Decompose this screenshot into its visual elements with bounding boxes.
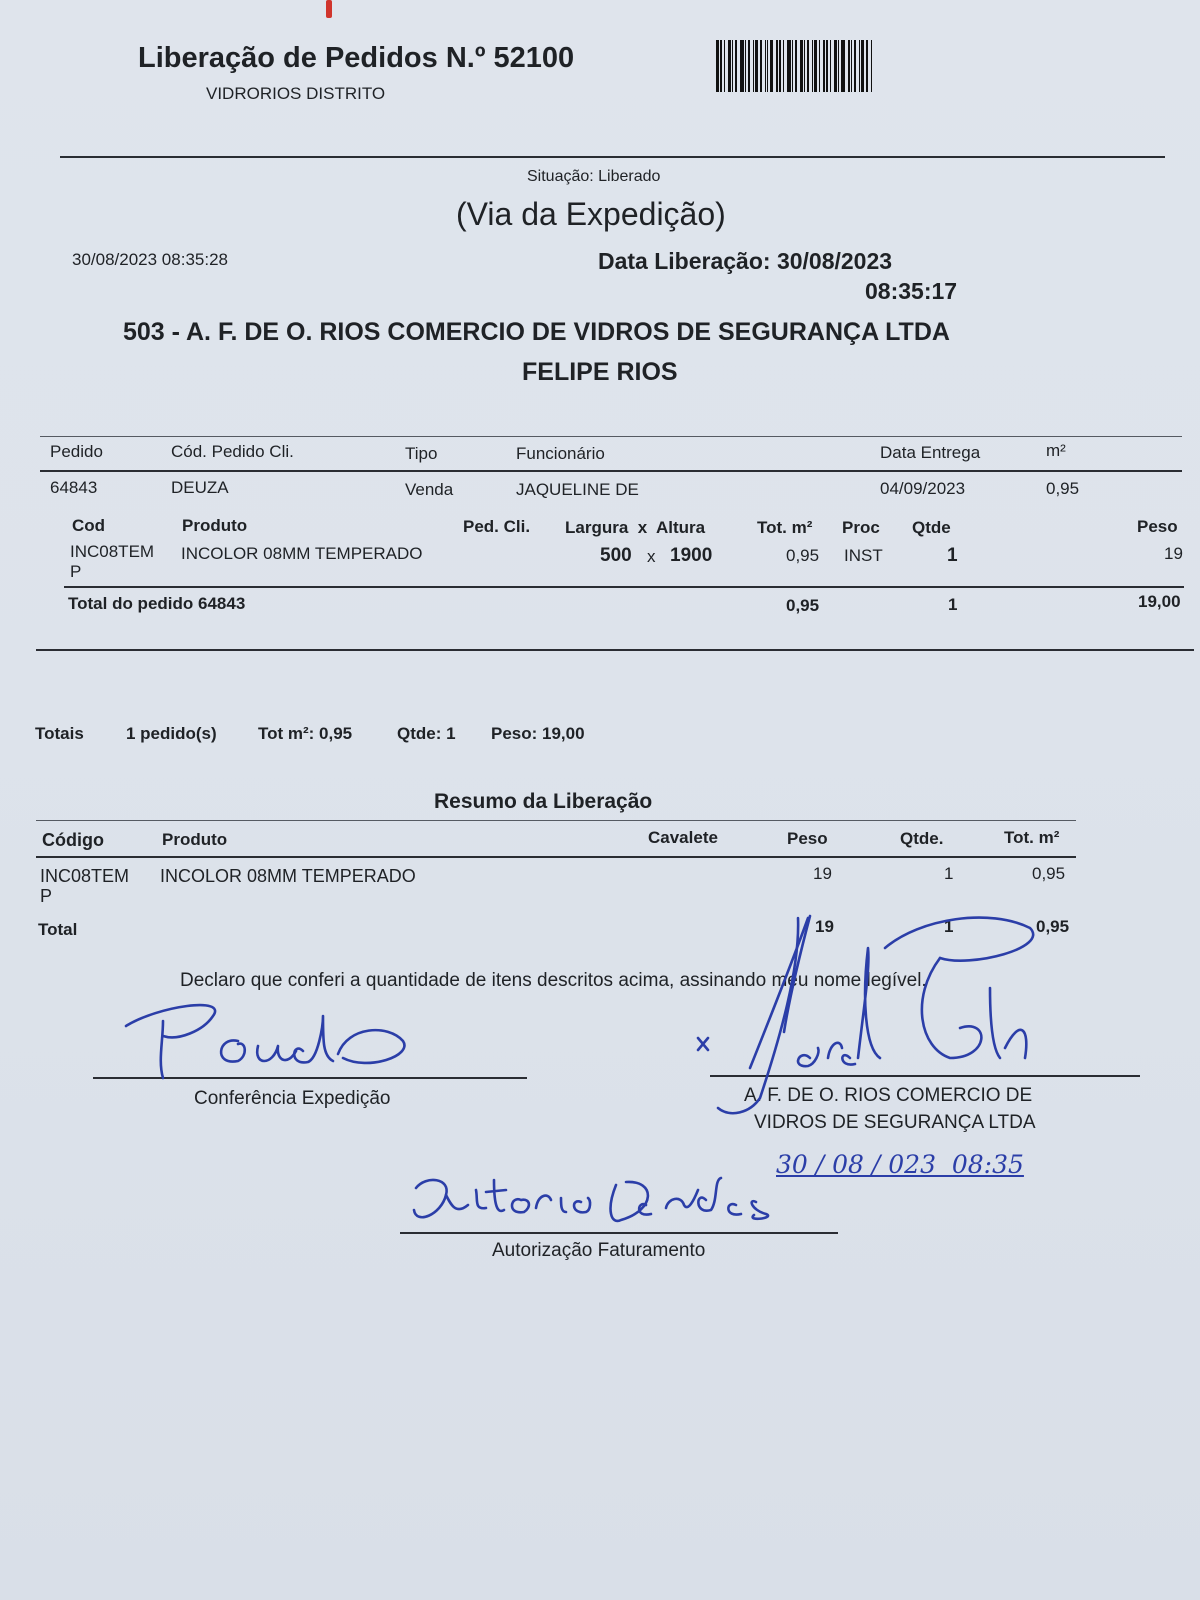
client-signature <box>690 908 1050 1138</box>
item-produto: INCOLOR 08MM TEMPERADO <box>181 544 423 563</box>
items-header-tot-m2: Tot. m² <box>757 518 813 537</box>
order-data-entrega: 04/09/2023 <box>880 479 966 498</box>
client-contact: FELIPE RIOS <box>522 358 678 386</box>
items-header-qtde: Qtde <box>912 518 951 537</box>
items-total-line <box>64 586 1184 588</box>
summary-total-label: Total <box>38 920 78 939</box>
totals-peso: Peso: 19,00 <box>491 724 585 743</box>
barcode-bar <box>745 40 746 92</box>
barcode-bar <box>861 40 864 92</box>
item-proc: INST <box>844 546 883 565</box>
summary-total-m2: 0,95 <box>1036 917 1070 936</box>
totals-qtde: Qtde: 1 <box>397 724 456 743</box>
barcode-bar <box>795 40 797 92</box>
items-header-proc: Proc <box>842 518 880 537</box>
barcode-bar <box>735 40 737 92</box>
order-header-tipo: Tipo <box>405 444 438 463</box>
summary-m2: 0,95 <box>1032 864 1066 883</box>
barcode-bar <box>819 40 820 92</box>
company-subtitle: VIDRORIOS DISTRITO <box>206 84 386 103</box>
summary-header-qtde: Qtde. <box>900 829 944 848</box>
totals-pedidos: 1 pedido(s) <box>126 724 217 743</box>
barcode-bar <box>787 40 791 92</box>
barcode-bar <box>866 40 868 92</box>
summary-codigo: INC08TEM <box>40 866 130 886</box>
item-largura: 500 <box>600 545 632 566</box>
order-total-label: Total do pedido 64843 <box>68 594 246 613</box>
situation-status: Situação: Liberado <box>527 168 661 185</box>
barcode-bar <box>848 40 850 92</box>
barcode-bar <box>814 40 817 92</box>
order-pedido: 64843 <box>50 478 98 497</box>
summary-header-peso: Peso <box>787 829 828 848</box>
order-cod-cli: DEUZA <box>171 478 229 497</box>
authorization-label: Autorização Faturamento <box>492 1240 706 1261</box>
item-cod-wrap: P <box>70 562 82 581</box>
barcode-bar <box>871 40 872 92</box>
barcode-bar <box>859 40 860 92</box>
release-date: Data Liberação: 30/08/2023 <box>598 248 893 274</box>
barcode-bar <box>823 40 825 92</box>
summary-header-m2: Tot. m² <box>1004 828 1060 847</box>
barcode-bar <box>765 40 766 92</box>
print-datetime: 30/08/2023 08:35:28 <box>72 250 228 269</box>
barcode-bar <box>826 40 828 92</box>
header-divider <box>60 156 1165 158</box>
item-cod: INC08TEM <box>70 542 155 561</box>
order-header-funcionario: Funcionário <box>516 444 605 463</box>
order-block-end-line <box>36 649 1194 651</box>
barcode-bar <box>716 40 719 92</box>
via-label: (Via da Expedição) <box>456 196 726 232</box>
barcode-bar <box>854 40 856 92</box>
client-signature-name-2: VIDROS DE SEGURANÇA LTDA <box>754 1112 1036 1133</box>
barcode-bar <box>838 40 839 92</box>
conference-signature <box>118 996 438 1086</box>
summary-peso: 19 <box>813 864 832 883</box>
item-tot-m2: 0,95 <box>786 546 820 565</box>
order-total-m2: 0,95 <box>786 596 820 615</box>
declaration-text: Declaro que conferi a quantidade de itens descritos acima, assinando meu nome legível. <box>180 970 927 991</box>
items-header-dims: Largura x Altura <box>565 518 706 537</box>
item-qtde: 1 <box>947 545 958 566</box>
order-table-header-line <box>40 470 1182 472</box>
client-signature-name-1: A. F. DE O. RIOS COMERCIO DE <box>744 1085 1033 1106</box>
barcode-bar <box>767 40 768 92</box>
barcode-bar <box>724 40 725 92</box>
barcode-bar <box>804 40 805 92</box>
summary-top-line <box>36 820 1076 821</box>
summary-header-produto: Produto <box>162 830 228 849</box>
order-header-data-entrega: Data Entrega <box>880 443 981 462</box>
client-name: 503 - A. F. DE O. RIOS COMERCIO DE VIDROS DE SEGURANÇA LTDA <box>123 318 950 346</box>
barcode-bar <box>830 40 831 92</box>
barcode-bar <box>770 40 773 92</box>
barcode-bar <box>800 40 803 92</box>
barcode-bar <box>807 40 809 92</box>
summary-header-cavalete: Cavalete <box>648 828 718 847</box>
barcode-bar <box>732 40 733 92</box>
summary-produto: INCOLOR 08MM TEMPERADO <box>160 866 416 886</box>
item-altura: 1900 <box>670 545 713 566</box>
summary-header-line <box>36 856 1076 858</box>
barcode-bar <box>753 40 754 92</box>
conference-label: Conferência Expedição <box>194 1088 391 1109</box>
item-dim-x: x <box>647 547 656 566</box>
summary-total-qtde: 1 <box>944 917 954 936</box>
barcode-bar <box>783 40 784 92</box>
order-header-cod-cli: Cód. Pedido Cli. <box>171 442 294 461</box>
summary-title: Resumo da Liberação <box>434 790 653 813</box>
document-title: Liberação de Pedidos N.º 52100 <box>138 42 575 74</box>
order-header-m2: m² <box>1046 441 1066 460</box>
order-header-pedido: Pedido <box>50 442 103 461</box>
barcode-bar <box>748 40 750 92</box>
order-total-peso: 19,00 <box>1138 592 1181 611</box>
barcode-bar <box>841 40 845 92</box>
barcode-bar <box>779 40 781 92</box>
barcode-bar <box>728 40 731 92</box>
barcode-bar <box>740 40 744 92</box>
barcode-bar <box>755 40 758 92</box>
order-m2: 0,95 <box>1046 479 1080 498</box>
totals-label: Totais <box>35 724 84 743</box>
totals-m2: Tot m²: 0,95 <box>258 724 353 743</box>
items-header-cod: Cod <box>72 516 106 535</box>
summary-total-peso: 19 <box>815 917 834 936</box>
ink-check-mark <box>780 914 870 1034</box>
summary-qtde: 1 <box>944 864 954 883</box>
order-table-top-line <box>40 436 1182 437</box>
items-header-ped-cli: Ped. Cli. <box>463 517 531 536</box>
order-funcionario: JAQUELINE DE <box>516 480 639 499</box>
order-tipo: Venda <box>405 480 454 499</box>
barcode-bar <box>792 40 793 92</box>
barcode-bar <box>720 40 722 92</box>
authorization-signature <box>406 1170 806 1250</box>
red-mark <box>326 0 332 18</box>
barcode-bar <box>834 40 837 92</box>
items-header-peso: Peso <box>1137 517 1178 536</box>
barcode-bar <box>851 40 852 92</box>
summary-header-codigo: Código <box>42 830 104 850</box>
barcode <box>716 40 908 92</box>
barcode-bar <box>776 40 778 92</box>
items-header-produto: Produto <box>182 516 248 535</box>
handwritten-date: 30 / 08 / 023 08:35 <box>776 1150 1024 1179</box>
item-peso: 19 <box>1164 544 1183 563</box>
release-time: 08:35:17 <box>865 278 958 304</box>
barcode-bar <box>812 40 813 92</box>
summary-codigo-wrap: P <box>40 886 53 906</box>
barcode-bar <box>760 40 762 92</box>
order-total-qtde: 1 <box>948 595 958 614</box>
